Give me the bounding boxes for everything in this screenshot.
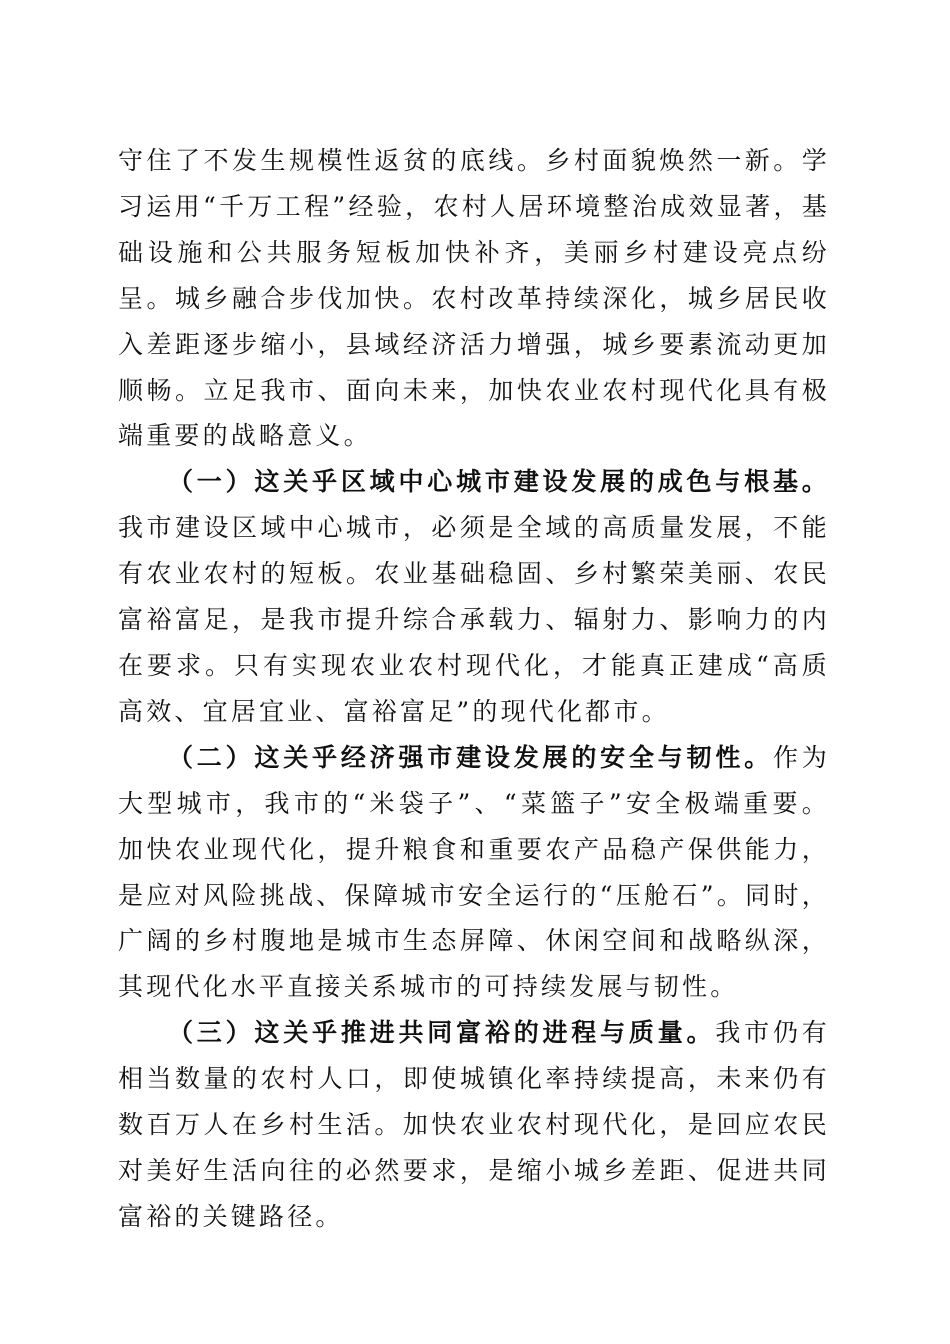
section-1-text: 我市建设区域中心城市，必须是全域的高质量发展，不能有农业农村的短板。农业基础稳固、乡村繁荣美丽、农民富裕富足，是我市提升综合承载力、辐射力、影响力的内在要求。只有实现农业农村现代化，才能真正建成“高质高效、宜居宜业、富裕富足”的现代化都市。 [118,513,830,726]
section-2-heading: （二）这关乎经济强市建设发展的安全与韧性。 [168,742,773,772]
paragraph-section-2 [118,735,830,1010]
paragraph-section-1 [118,459,830,734]
section-3-text: 我市仍有相当数量的农村人口，即使城镇化率持续提高，未来仍有数百万人在乡村生活。加快农业农村现代化，是回应农民对美好生活向往的必然要求，是缩小城乡差距、促进共同富裕的关键路径。 [118,1018,830,1231]
paragraph-intro [118,138,830,459]
document-body [118,138,830,1240]
section-1-heading: （一）这关乎区域中心城市建设发展的成色与根基。 [168,467,830,497]
paragraph-intro-text: 守住了不发生规模性返贫的底线。乡村面貌焕然一新。学习运用“千万工程”经验，农村人居环境整治成效显著，基础设施和公共服务短板加快补齐，美丽乡村建设亮点纷呈。城乡融合步伐加快。农村改革持续深化，城乡居民收入差距逐步缩小，县域经济活力增强，城乡要素流动更加顺畅。立足我市、面向未来，加快农业农村现代化具有极端重要的战略意义。 [118,146,830,451]
paragraph-section-3 [118,1010,830,1240]
section-2-text: 作为大型城市，我市的“米袋子”、“菜篮子”安全极端重要。加快农业现代化，提升粮食和重要农产品稳产保供能力，是应对风险挑战、保障城市安全运行的“压舱石”。同时，广阔的乡村腹地是城市生态屏障、休闲空间和战略纵深，其现代化水平直接关系城市的可持续发展与韧性。 [118,742,830,1002]
section-3-heading: （三）这关乎推进共同富裕的进程与质量。 [168,1018,716,1048]
